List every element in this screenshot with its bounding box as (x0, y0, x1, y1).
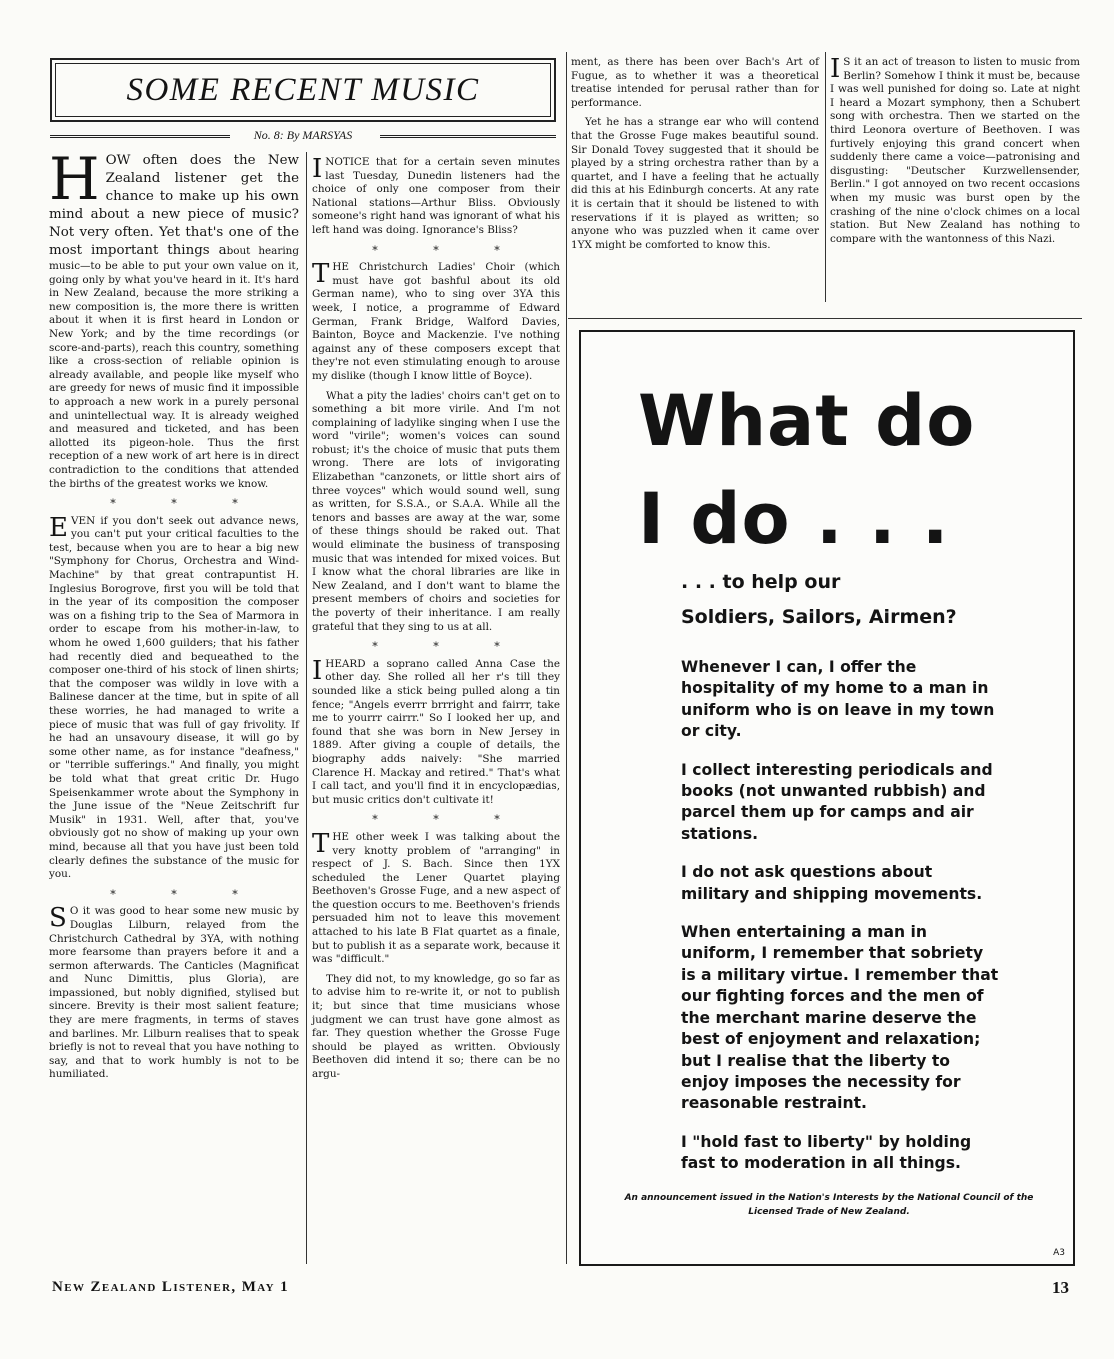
col1-p2-text: VEN if you don't seek out advance news, you can't put your critical faculties to the test, because when you are to hear a big new "Symphony for Chorus, Orchestra and Wind-Machine" by that great contrapuntist H. Inglesius Borogrove, first you will be told that in the year of its composition the composer was on a fishing trip to the Sea of Marmora in order to escape from his mother-in-law, to whom he owed 1,600 guilders; that his father had recently died and bequeathed to the composer one-third of his stock of linen shirts; that the composer was wildly in love with a Balinese dancer at the time, but in spite of all these worries, he had managed to write a piece of music that was full of gay frivolity. If he had an unsavoury disease, it will go by some other name, as for instance "deafness," or "terrible sufferings." And finally, you might be told what that great critic Dr. Hugo Speisenkammer wrote about the Symphony in the June issue of the "Neue Zeitschrift fur Musik" in 1931. Well, after that, you've obviously got no show of making up your own mind, because all that you have just been told clearly defines the substance of the music for you. (49, 514, 299, 881)
col1-p3-text: O it was good to hear some new music by Douglas Lilburn, relayed from the Christchurch Cathedral by 3YA, with nothing more fearsome than prayers before it and a sermon afterwards. The Canticles (Magnificat and Nunc Dimittis, plus Gloria), are impassioned, but nobly dignified, stylised but sincere. Brevity is their most salient feature; they are mere fragments, in terms of staves and barlines. Mr. Lilburn realises that to speak briefly is not to reveal that you have nothing to say, and that to work humbly is not to be humiliated. (49, 905, 299, 1081)
col2-p5-text: HE other week I was talking about the very knotty problem of "arranging" in respect of J. S. Bach. Since then 1YX scheduled the Lener Quartet playing Beethoven's Grosse Fuge, and a new aspect of the question occurs to me. Beethoven's friends persuaded him not to leave this movement attached to his late B Flat quartet as a finale, but to publish it as a separate work, because it was "difficult." (312, 830, 560, 966)
col1-paragraph-2 (49, 512, 299, 882)
drop-cap: I (312, 655, 323, 686)
ad-footer: An announcement issued in the Nation's Interests by the National Council of the Licensed Trade of New Zealand. (624, 1193, 1034, 1217)
ad-paragraph: Whenever I can, I offer the hospitality of my home to a man in uniform who is on leave in my town or city. (681, 658, 995, 741)
ad-subheading-1: . . . to help our (681, 571, 841, 593)
drop-cap: E (49, 512, 68, 543)
col2-paragraph-5 (312, 828, 560, 967)
col2-p1-text: NOTICE that for a certain seven minutes last Tuesday, Dunedin listeners had the choice of only one composer from their National stations—Arthur Bliss. Obviously someone's right hand was ignorant of what his left hand was doing. Ignorance's Bliss? (312, 156, 560, 236)
drop-cap: I (830, 54, 841, 84)
col1-paragraph-3 (49, 905, 299, 1082)
ad-body (681, 657, 1001, 1192)
col2-paragraph-2 (312, 261, 560, 383)
section-separator: * * * (372, 813, 526, 827)
drop-cap: T (312, 828, 330, 859)
article-title: SOME RECENT MUSIC (126, 72, 480, 108)
col2-p4-text: HEARD a soprano called Anna Case the other day. She rolled all her r's till they sounded like a stick being pulled along a tin fence; "Angels everrr brrright and fairrr, take me to yourrr cairrr." So I looked her up, and found that she was born in New Jersey in 1889. After giving a couple of details, the biography adds naively: "She married Clarence H. Mackay and retired." That's what I call tact, and you'll find it in encyclopædias, but music critics don't cultivate it! (312, 657, 560, 806)
col1-lead-paragraph (49, 145, 299, 491)
ad-mark: A3 (1053, 1248, 1065, 1258)
ad-paragraph: I "hold fast to liberty" by holding fast to moderation in all things. (681, 1132, 972, 1173)
column-1 (49, 145, 299, 1088)
section-separator: * * * (372, 640, 526, 654)
column-2 (312, 156, 560, 1088)
col1-lead-text: OW often does the New Zealand listener get the chance to make up his own mind about a new piece of music? Not very often. Yet that's one of the most important things a (49, 153, 299, 258)
column-3 (571, 56, 819, 258)
ad-paragraph: I do not ask questions about military and shipping movements. (681, 863, 983, 903)
publication-footer: New Zealand Listener, May 1 (52, 1279, 290, 1295)
ad-headline-line-2: I do . . . (638, 478, 950, 560)
col2-paragraph-6: They did not, to my knowledge, go so far as to advise him to re-write it, or not to publish it; but since that time musicians whose judgment we can trust have gone almost as far. They question whether the Grosse Fuge should be played as written. Obviously Beethoven did intend it so; there can be no argu- (312, 972, 560, 1080)
col3-paragraph-1: ment, as there has been over Bach's Art of Fugue, as to whether it was a theoretical treatise intended for perusal rather than for performance. (571, 56, 819, 109)
ad-paragraph: I collect interesting periodicals and books (not unwanted rubbish) and parcel them up for camps and air stations. (681, 760, 993, 843)
byline-row (50, 128, 556, 144)
section-separator: * * * (372, 243, 526, 257)
advertisement (579, 330, 1075, 1266)
col4-paragraph-1 (830, 56, 1080, 246)
col1-lead-rest: bout hearing music—to be able to put your own value on it, going only by what you've heard in it. It's hard in New Zealand, because the more striking a new composition is, the more there is written about it when it is first heard in London or New York; and by the time recordings (or score-and-parts), reach this country, something like a cross-section of reliable opinion is already available, and people like myself who are greedy for news of music find it impossible to approach a new work in a purely personal and unintellectual way. It is already weighed and measured and ticketed, and has been allotted its pigeon-hole. Thus the first reception of a new work of art here is in direct contradiction to the conditions that attended the births of the greatest works we know. (49, 245, 299, 490)
drop-cap: S (49, 903, 67, 934)
column-4 (830, 56, 1080, 252)
ad-subheading-2: Soldiers, Sailors, Airmen? (681, 606, 957, 628)
column-rule (306, 152, 307, 1264)
drop-cap: I (312, 154, 323, 184)
horizontal-rule (568, 318, 1082, 319)
ad-paragraph: When entertaining a man in uniform, I remember that sobriety is a military virtue. I remember that our fighting forces and the men of the merchant marine deserve the best of enjoyment and relaxation; but I realise that the liberty to enjoy imposes the necessity for reasonable restraint. (681, 923, 999, 1113)
byline-rule-right (380, 135, 556, 138)
drop-cap: H (49, 145, 100, 213)
col2-paragraph-4 (312, 655, 560, 808)
col3-paragraph-2: Yet he has a strange ear who will contend that the Grosse Fuge makes beautiful sound. Sir Donald Tovey suggested that it should be played by a string orchestra rather than by a quartet, and I have a feeling that he actually did this at his Edinburgh concerts. At any rate it is certain that it should be listened to with reservations if it is played as written; so anyone who was puzzled when it came over 1YX might be comforted to know this. (571, 116, 819, 251)
col2-paragraph-3: What a pity the ladies' choirs can't get on to something a bit more virile. And I'm not complaining of ladylike singing when I use the word "virile"; women's voices can sound robust; it's the choice of music that puts them wrong. There are lots of invigorating Elizabethan "canzonets, or little short airs of three voyces" which would sound well, sung as written, for S.S.A., or S.A.A. While all the tenors and basses are away at the war, some of these things should be raked out. That would eliminate the business of transposing music that was intended for mixed voices. But I know what the choral libraries are like in New Zealand, and I don't want to blame the present members of choirs and societies for the poverty of their inheritance. I am really grateful that they sing to us at all. (312, 389, 560, 633)
drop-cap: T (312, 259, 330, 290)
col2-paragraph-1 (312, 156, 560, 238)
section-separator: * * * (110, 497, 264, 511)
byline: No. 8: By MARSYAS (253, 128, 353, 142)
title-box (50, 58, 556, 122)
ad-headline (638, 372, 1038, 568)
ad-headline-line-1: What do (638, 380, 976, 462)
col4-p1-text: S it an act of treason to listen to music from Berlin? Somehow I think it must be, because I was well punished for doing so. Late at night I heard a Mozart symphony, then a Schubert song with orchestra. Then we started on the third Leonora overture of Beethoven. I was furtively enjoying this grand concert when suddenly there came a voice—patronising and disgusting: "Deutscher Kurzwellensender, Berlin." I got annoyed on two recent occasions when my music was burst open by the crashing of the nine o'clock chimes on a local station. But New Zealand has nothing to compare with the wantonness of this Nazi. (830, 56, 1080, 245)
section-separator: * * * (110, 887, 264, 901)
col2-p2-text: HE Christchurch Ladies' Choir (which must have got bashful about its old German name), who to sing over 3YA this week, I notice, a programme of Edward German, Frank Bridge, Walford Davies, Bainton, Boyce and Mackenzie. I've nothing against any of these composers except that they're not even stimulating enough to arouse my dislike (though I know little of Boyce). (312, 261, 560, 382)
page-number: 13 (1052, 1278, 1069, 1297)
column-rule (566, 52, 567, 1264)
column-rule (825, 52, 826, 302)
